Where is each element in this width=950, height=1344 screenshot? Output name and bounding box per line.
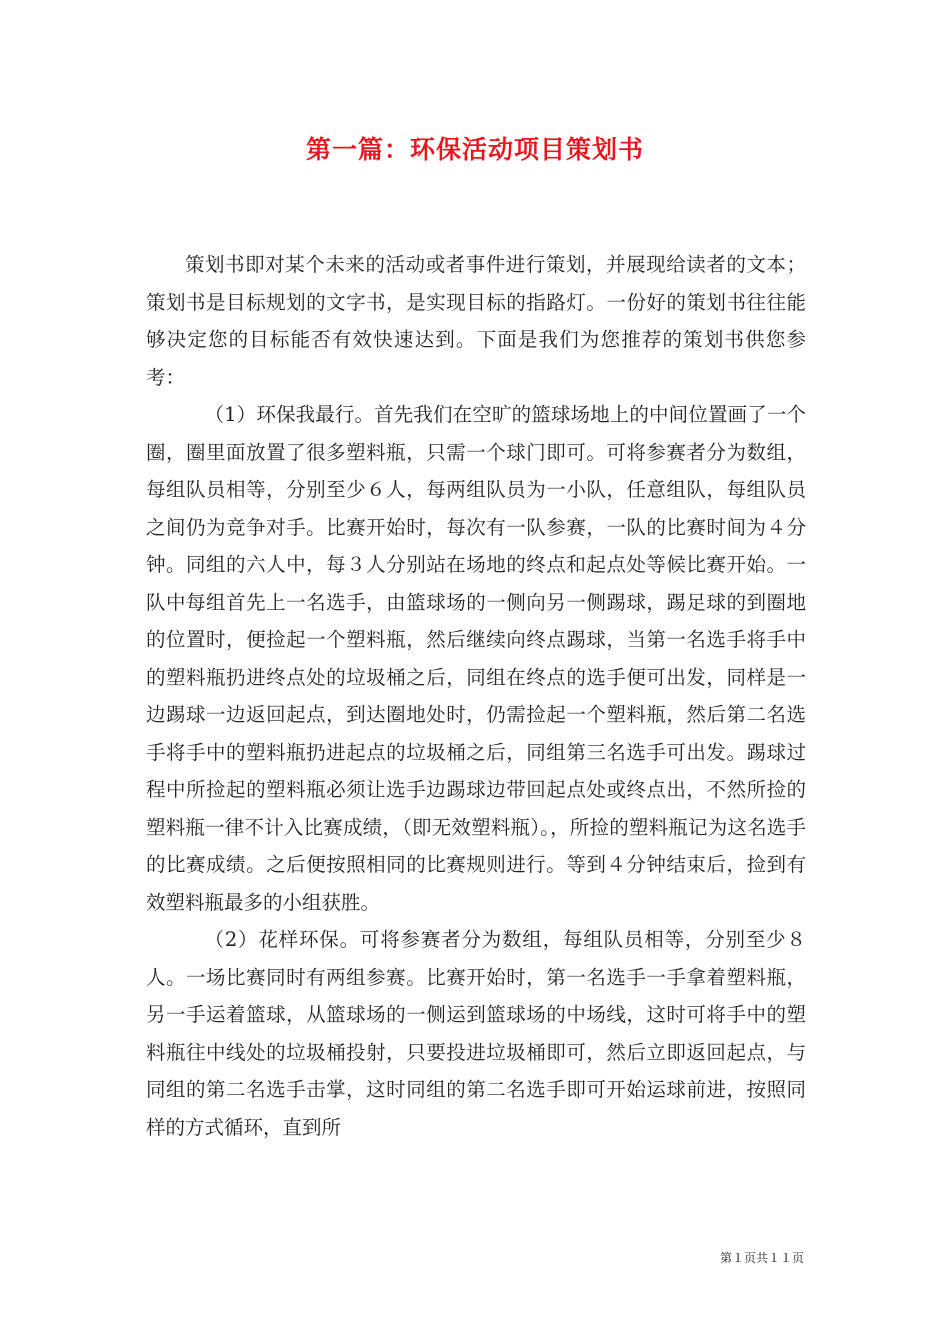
- activity-1-paragraph: （1）环保我最行。首先我们在空旷的篮球场地上的中间位置画了一个圈，圈里面放置了很多塑料瓶，只需一个球门即可。可将参赛者分为数组，每组队员相等，分别至少６人，每两组队员为一小队，任意组队，每组队员之间仍为竞争对手。比赛开始时，每次有一队参赛，一队的比赛时间为４分钟。同组的六人中，每３人分别站在场地的终点和起点处等候比赛开始。一队中每组首先上一名选手，由篮球场的一侧向另一侧踢球，踢足球的到圈地的位置时，便捡起一个塑料瓶，然后继续向终点踢球，当第一名选手将手中的塑料瓶扔进终点处的垃圾桶之后，同组在终点的选手便可出发，同样是一边踢球一边返回起点，到达圈地处时，仍需捡起一个塑料瓶，然后第二名选手将手中的塑料瓶扔进起点的垃圾桶之后，同组第三名选手可出发。踢球过程中所捡起的塑料瓶必须让选手边踢球边带回起点处或终点出，不然所捡的塑料瓶一律不计入比赛成绩，（即无效塑料瓶）。，所捡的塑料瓶记为这名选手的比赛成绩。之后便按照相同的比赛规则进行。等到４分钟结束后，捡到有效塑料瓶最多的小组获胜。: [146, 403, 806, 914]
- document-body: [146, 246, 806, 1146]
- intro-paragraph: 策划书即对某个未来的活动或者事件进行策划，并展现给读者的文本；策划书是目标规划的文字书，是实现目标的指路灯。一份好的策划书往往能够决定您的目标能否有效快速达到。下面是我们为您推荐的策划书供您参考：: [146, 253, 806, 389]
- document-title: 第一篇：环保活动项目策划书: [305, 135, 644, 164]
- page-number-footer: 第１页共１１页: [719, 1251, 804, 1265]
- activity-2-paragraph: （2）花样环保。可将参赛者分为数组，每组队员相等，分别至少８人。一场比赛同时有两组参赛。比赛开始时，第一名选手一手拿着塑料瓶，另一手运着篮球，从篮球场的一侧运到篮球场的中场线，这时可将手中的塑料瓶往中线处的垃圾桶投射，只要投进垃圾桶即可，然后立即返回起点，与同组的第二名选手击掌，这时同组的第二名选手即可开始运球前进，按照同样的方式循环，直到所: [146, 928, 806, 1139]
